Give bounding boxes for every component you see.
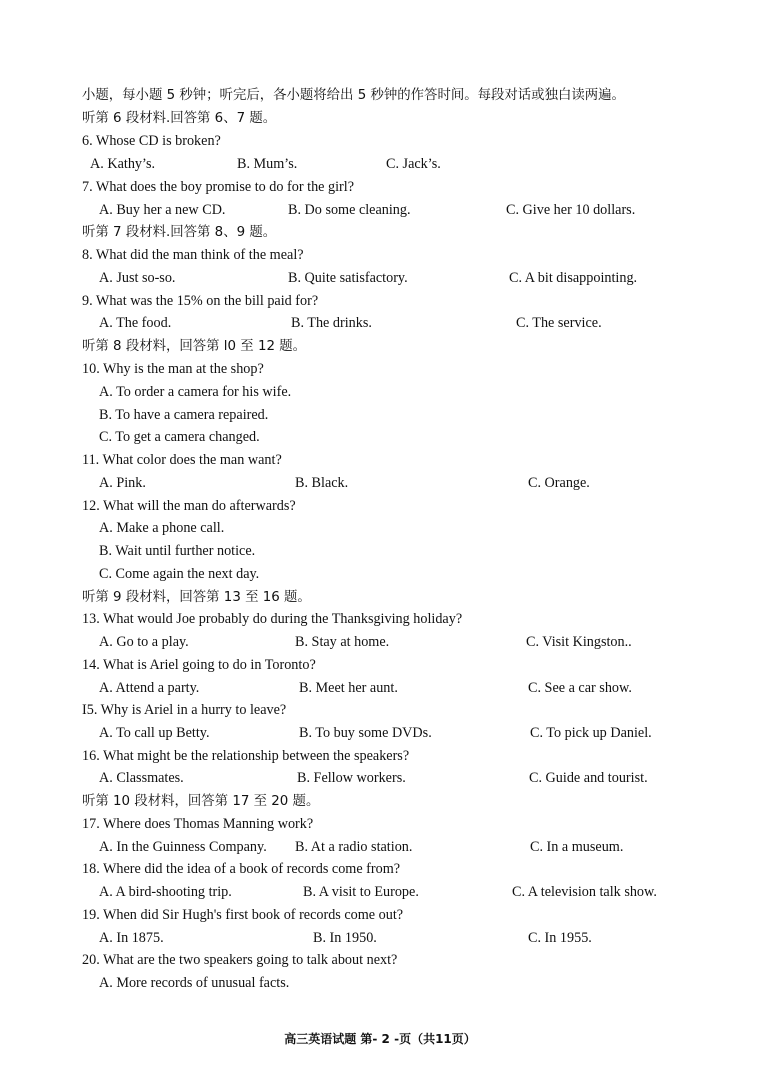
question-stem [0, 608, 760, 631]
option-b: B. A visit to Europe. [303, 884, 419, 900]
question-stem [0, 699, 760, 722]
section-heading-text: 听第 7 段材料.回答第 8、9 题。 [82, 225, 277, 240]
question-20-stem: 20. What are the two speakers going to talk about next? [82, 952, 398, 968]
option-c: C. A television talk show. [512, 884, 657, 900]
question-option [0, 517, 760, 540]
option-b: B. Wait until further notice. [99, 543, 256, 559]
question-option [0, 540, 760, 563]
section-heading [0, 790, 760, 813]
question-11-stem: 11. What color does the man want? [82, 452, 282, 468]
question-14-stem: 14. What is Ariel going to do in Toronto? [82, 657, 316, 673]
question-stem [0, 290, 760, 313]
question-option [0, 381, 760, 404]
option-a: A. Pink. [99, 475, 146, 491]
question-13-stem: 13. What would Joe probably do during the Thanksgiving holiday? [82, 611, 463, 627]
question-options [0, 631, 760, 654]
question-options [0, 677, 760, 700]
option-c: C. Jack’s. [386, 156, 441, 172]
section-heading [0, 221, 760, 244]
option-b: B. Quite satisfactory. [288, 270, 408, 286]
option-c: C. In 1955. [528, 930, 592, 946]
question-stem [0, 654, 760, 677]
option-c: C. A bit disappointing. [509, 270, 638, 286]
option-a: A. In 1875. [99, 930, 164, 946]
question-options [0, 312, 760, 335]
question-stem [0, 449, 760, 472]
question-stem [0, 813, 760, 836]
option-b: B. Do some cleaning. [288, 202, 411, 218]
section-heading-text: 听第 6 段材料.回答第 6、7 题。 [82, 111, 277, 126]
option-b: B. Mum’s. [237, 156, 298, 172]
question-stem [0, 244, 760, 267]
option-a: A. A bird-shooting trip. [99, 884, 232, 900]
option-b: B. At a radio station. [295, 839, 413, 855]
option-a: A. Go to a play. [99, 634, 189, 650]
question-stem [0, 130, 760, 153]
option-a: A. Classmates. [99, 770, 184, 786]
question-option [0, 563, 760, 586]
option-b: B. Fellow workers. [297, 770, 406, 786]
question-17-stem: 17. Where does Thomas Manning work? [82, 816, 314, 832]
section-heading [0, 335, 760, 358]
option-b: B. To buy some DVDs. [299, 725, 432, 741]
option-a: A. To order a camera for his wife. [99, 384, 292, 400]
question-stem [0, 904, 760, 927]
option-c: C. Visit Kingston.. [526, 634, 632, 650]
question-options [0, 153, 760, 176]
question-10-stem: 10. Why is the man at the shop? [82, 361, 264, 377]
question-options [0, 722, 760, 745]
option-a: A. Just so-so. [99, 270, 176, 286]
option-c: C. Orange. [528, 475, 590, 491]
option-b: B. To have a camera repaired. [99, 407, 269, 423]
question-12-stem: 12. What will the man do afterwards? [82, 498, 296, 514]
section-heading-text: 听第 9 段材料，回答第 13 至 16 题。 [82, 590, 311, 605]
question-option [0, 972, 760, 995]
option-c: C. Come again the next day. [99, 566, 260, 582]
option-a: A. Attend a party. [99, 680, 200, 696]
question-options [0, 267, 760, 290]
option-b: B. Meet her aunt. [299, 680, 398, 696]
option-c: C. Guide and tourist. [529, 770, 648, 786]
option-c: C. The service. [516, 315, 602, 331]
option-c: C. To pick up Daniel. [530, 725, 652, 741]
question-9-stem: 9. What was the 15% on the bill paid for? [82, 293, 319, 309]
question-options [0, 927, 760, 950]
option-a: A. More records of unusual facts. [99, 975, 290, 991]
question-7-stem: 7. What does the boy promise to do for the girl? [82, 179, 355, 195]
question-options [0, 881, 760, 904]
question-options [0, 472, 760, 495]
question-stem [0, 176, 760, 199]
question-option [0, 404, 760, 427]
option-c: C. Give her 10 dollars. [506, 202, 636, 218]
option-a: A. The food. [99, 315, 172, 331]
page-footer: 高三英语试题 第- 2 -页（共11页） [284, 1032, 476, 1046]
question-15-stem: I5. Why is Ariel in a hurry to leave? [82, 702, 287, 718]
option-c: C. See a car show. [528, 680, 632, 696]
option-b: B. The drinks. [291, 315, 372, 331]
section-heading-text: 听第 8 段材料，回答第 l0 至 12 题。 [82, 339, 307, 354]
question-stem [0, 949, 760, 972]
section-heading [0, 107, 760, 130]
instruction-text: 小题，每小题 5 秒钟；听完后，各小题将给出 5 秒钟的作答时间。每段对话或独白读两遍。 [82, 88, 625, 103]
question-16-stem: 16. What might be the relationship between the speakers? [82, 748, 410, 764]
question-stem [0, 495, 760, 518]
option-a: A. To call up Betty. [99, 725, 210, 741]
question-8-stem: 8. What did the man think of the meal? [82, 247, 304, 263]
question-stem [0, 745, 760, 768]
option-a: A. In the Guinness Company. [99, 839, 267, 855]
question-19-stem: 19. When did Sir Hugh's first book of records come out? [82, 907, 404, 923]
option-b: B. Black. [295, 475, 349, 491]
option-c: C. To get a camera changed. [99, 429, 260, 445]
question-stem [0, 358, 760, 381]
option-b: B. In 1950. [313, 930, 377, 946]
question-18-stem: 18. Where did the idea of a book of records come from? [82, 861, 401, 877]
section-heading [0, 586, 760, 609]
option-a: A. Kathy’s. [90, 156, 156, 172]
question-options [0, 767, 760, 790]
option-c: C. In a museum. [530, 839, 624, 855]
option-a: A. Buy her a new CD. [99, 202, 226, 218]
option-a: A. Make a phone call. [99, 520, 225, 536]
question-option [0, 426, 760, 449]
option-b: B. Stay at home. [295, 634, 390, 650]
instruction-line [0, 84, 760, 107]
question-6-stem: 6. Whose CD is broken? [82, 133, 221, 149]
question-options [0, 199, 760, 222]
question-options [0, 836, 760, 859]
question-stem [0, 858, 760, 881]
section-heading-text: 听第 10 段材料，回答第 17 至 20 题。 [82, 794, 320, 809]
